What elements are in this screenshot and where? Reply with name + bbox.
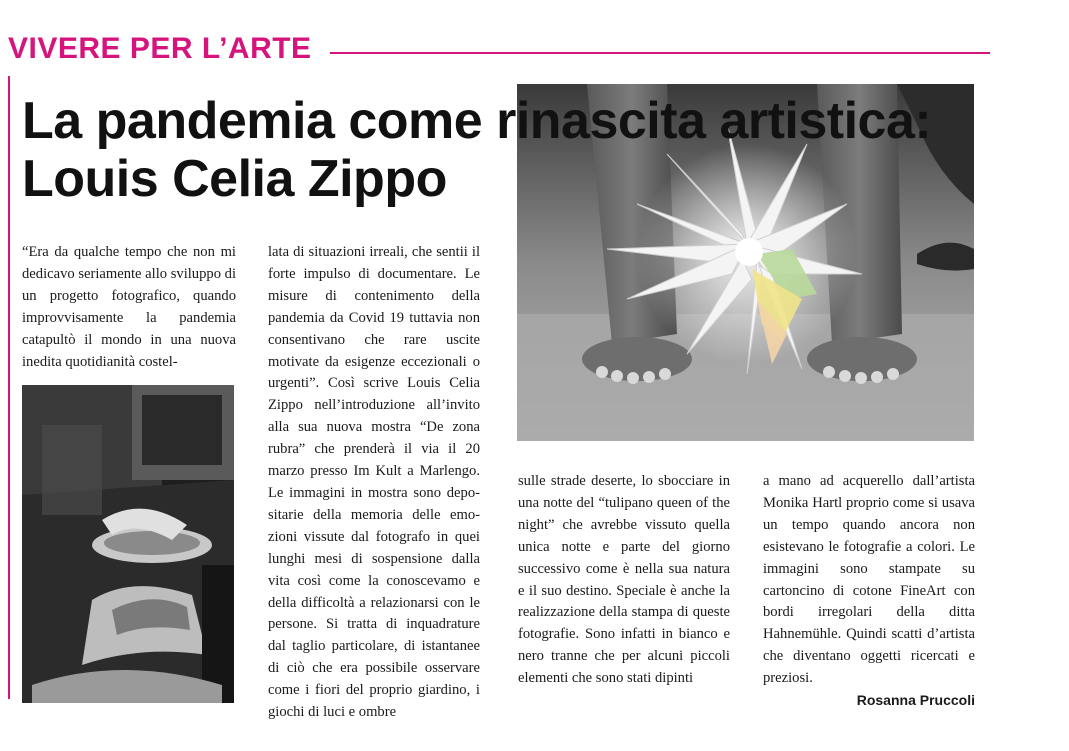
still-life-photo — [22, 385, 234, 703]
column-4-text: a mano ad acquerello dall’artista Monika Hartl proprio come si usava un tempo quando ancora non esistevano le fotografie a colori. Le immagini sono stampate su cartoncino di cotone FineArt con bordi irregolari della ditta Hahnemühle. Quindi scatti d’artista che diventano oggetti ricercati e preziosi. — [763, 473, 975, 687]
article-column-3 — [518, 471, 730, 690]
article-column-2 — [268, 242, 480, 724]
column-2-text: lata di situazioni irreali, che sentii il forte impulso di documentare. Le misure di contenimento della pandemia da Covid 19 tuttavia non consentivano che rare uscite motivate da esigenze eccezionali o urgenti”. Così scrive Louis Celia Zippo nell’introduzione all’invito alla sua nuova mostra “De zona rubra” che prenderà il via il 20 marzo presso Im Kult a Marlengo. Le immagini in mostra sono depositarie della memoria delle emozioni vissute dal fotografo in quei lunghi mesi di sospensione dalla vita così come la conoscevamo e della difficoltà a relazionarsi con le persone. Si tratta di inquadrature dal taglio particolare, di istantanee di ciò che era possibile osservare come i fiori del proprio giardino, i giochi di luci e ombre — [268, 244, 480, 721]
article-column-1 — [22, 242, 236, 373]
headline-line-2: Louis Celia Zippo — [22, 150, 447, 208]
article-headline — [22, 92, 962, 208]
column-1-text: “Era da qualche tempo che non mi dedicavo seriamente allo sviluppo di un progetto fotografico, quando improvvisamente la pandemia catapultò il mondo in una nuova inedita quotidianità costel- — [22, 244, 236, 370]
author-byline: Rosanna Pruccoli — [856, 692, 975, 709]
column-3-text: sulle strade deserte, lo sbocciare in una notte del “tulipano queen of the night” che avrebbe vissuto quella unica notte e parte del giorno successivo come è nella sua natura e il suo destino. Speciale è anche la realizzazione della stampa di queste fotografie. Sono infatti in bianco e nero tranne che per alcuni piccoli elementi che sono stati dipinti — [518, 473, 730, 687]
section-divider — [330, 52, 990, 54]
side-accent-rule — [8, 76, 10, 699]
article-column-4 — [763, 471, 975, 712]
section-title: VIVERE PER L’ARTE — [8, 32, 312, 65]
headline-line-1: La pandemia come rinascita artistica: — [22, 92, 932, 150]
